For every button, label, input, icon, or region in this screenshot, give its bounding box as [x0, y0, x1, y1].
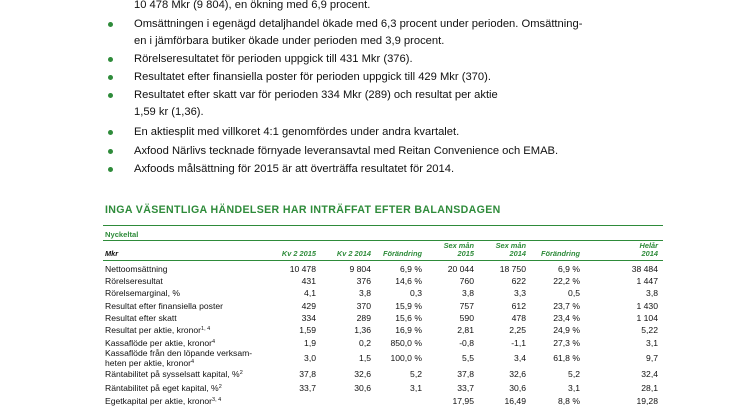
- table-cell: 850,0 %: [390, 338, 422, 348]
- table-cell: 1 104: [636, 313, 658, 323]
- table-cell: 37,8: [457, 369, 474, 379]
- table-cell: 3,0: [304, 353, 316, 363]
- section-heading: INGA VÄSENTLIGA HÄNDELSER HAR INTRÄFFAT EFTER BALANSDAGEN: [105, 204, 501, 216]
- table-cell: 376: [356, 276, 371, 286]
- bullet-text: 1,59 kr (1,36).: [134, 106, 204, 118]
- table-cell: 289: [356, 313, 371, 323]
- table-cell: 61,8 %: [553, 353, 580, 363]
- table-cell: 2,25: [509, 325, 526, 335]
- row-label: Kassaflöde från den löpande verksam- heten per aktie, kronor$^4$: [105, 348, 253, 368]
- column-header: Förändring: [540, 249, 580, 258]
- bullet-text: 10 478 Mkr (9 804), en ökning med 6,9 procent.: [134, 0, 371, 11]
- bullet-text: Omsättningen i egenägd detaljhandel ökade med 6,3 procent under perioden. Omsättning-: [134, 18, 583, 30]
- table-cell: 4,1: [304, 288, 316, 298]
- table-cell: 3,4: [514, 353, 526, 363]
- bullet-text: Rörelseresultatet för perioden uppgick till 431 Mkr (376).: [134, 53, 413, 65]
- bullet-dot: [108, 57, 113, 62]
- column-header-unit: Mkr: [105, 249, 119, 258]
- table-cell: 622: [511, 276, 526, 286]
- table-cell: 17,95: [452, 396, 474, 406]
- table-cell: 14,6 %: [395, 276, 422, 286]
- table-cell: 33,7: [457, 383, 474, 393]
- row-label: Resultat efter finansiella poster: [105, 301, 223, 311]
- column-header: Helår 2014: [639, 241, 658, 258]
- table-cell: 5,5: [462, 353, 474, 363]
- table-cell: 3,1: [410, 383, 422, 393]
- table-cell: 10 478: [289, 264, 316, 274]
- table-cell: 3,8: [462, 288, 474, 298]
- row-label: Rörelsemarginal, %: [105, 288, 180, 298]
- table-cell: 18 750: [499, 264, 526, 274]
- table-cell: 1 447: [636, 276, 658, 286]
- table-cell: 3,1: [646, 338, 658, 348]
- table-cell: 28,1: [641, 383, 658, 393]
- table-cell: 3,8: [646, 288, 658, 298]
- table-cell: 23,4 %: [553, 313, 580, 323]
- table-cell: 429: [301, 301, 316, 311]
- bullet-dot: [108, 149, 113, 154]
- bullet-text: en i jämförbara butiker ökade under perioden med 3,9 procent.: [134, 35, 445, 47]
- table-cell: 1,36: [354, 325, 371, 335]
- table-cell: 0,3: [410, 288, 422, 298]
- column-header: Sex mån 2014: [495, 241, 526, 258]
- bullet-dot: [108, 130, 113, 135]
- table-cell: 760: [459, 276, 474, 286]
- table-cell: 20 044: [447, 264, 474, 274]
- table-cell: 1,5: [359, 353, 371, 363]
- table-cell: 33,7: [299, 383, 316, 393]
- bullet-dot: [108, 93, 113, 98]
- bullet-dot: [108, 22, 113, 27]
- row-label: Resultat efter skatt: [105, 313, 177, 323]
- table-cell: 38 484: [631, 264, 658, 274]
- table-cell: 3,1: [568, 383, 580, 393]
- table-caption: Nyckeltal: [105, 230, 139, 239]
- column-header: Förändring: [382, 249, 422, 258]
- header-rule: [103, 260, 663, 261]
- table-cell: 6,9 %: [400, 264, 422, 274]
- column-header: Sex mån 2015: [443, 241, 474, 258]
- table-cell: 30,6: [509, 383, 526, 393]
- bullet-text: En aktiesplit med villkoret 4:1 genomfördes under andra kvartalet.: [134, 126, 460, 138]
- row-label: Resultat per aktie, kronor$^{1, 4}$: [105, 325, 211, 335]
- table-cell: 6,9 %: [558, 264, 580, 274]
- table-cell: 15,6 %: [395, 313, 422, 323]
- table-cell: 24,9 %: [553, 325, 580, 335]
- table-cell: 431: [301, 276, 316, 286]
- row-label: Nettoomsättning: [105, 264, 168, 274]
- table-cell: 5,2: [568, 369, 580, 379]
- table-cell: 22,2 %: [553, 276, 580, 286]
- table-cell: 32,6: [354, 369, 371, 379]
- bullet-text: Axfoods målsättning för 2015 är att överträffa resultatet för 2014.: [134, 163, 455, 175]
- row-label: Rörelseresultat: [105, 276, 163, 286]
- bullet-text: Axfood Närlivs tecknade förnyade leveransavtal med Reitan Convenience och EMAB.: [134, 145, 559, 157]
- table-cell: 9 804: [349, 264, 371, 274]
- table-cell: -1,1: [511, 338, 526, 348]
- table-cell: 8,8 %: [558, 396, 580, 406]
- table-cell: 1,9: [304, 338, 316, 348]
- table-cell: 2,81: [457, 325, 474, 335]
- table-cell: 0,2: [359, 338, 371, 348]
- table-cell: 370: [356, 301, 371, 311]
- row-label: Kassaflöde per aktie, kronor$^4$: [105, 338, 216, 348]
- row-label: Räntabilitet på eget kapital, %$^2$: [105, 383, 222, 393]
- bullet-dot: [108, 167, 113, 172]
- table-top-rule: [103, 225, 663, 226]
- table-cell: 30,6: [354, 383, 371, 393]
- row-label: Egetkapital per aktie, kronor$^{3, 4}$: [105, 396, 222, 406]
- column-header: Kv 2 2015: [281, 249, 316, 258]
- column-header: Kv 2 2014: [336, 249, 371, 258]
- table-cell: 15,9 %: [395, 301, 422, 311]
- table-cell: 9,7: [646, 353, 658, 363]
- table-cell: 334: [301, 313, 316, 323]
- table-cell: 1 430: [636, 301, 658, 311]
- table-cell: 612: [511, 301, 526, 311]
- table-cell: 23,7 %: [553, 301, 580, 311]
- table-cell: 32,4: [641, 369, 658, 379]
- table-cell: 3,3: [514, 288, 526, 298]
- bullet-text: Resultatet efter skatt var för perioden 334 Mkr (289) och resultat per aktie: [134, 89, 498, 101]
- table-cell: 19,28: [636, 396, 658, 406]
- table-cell: -0,8: [459, 338, 474, 348]
- table-cell: 32,6: [509, 369, 526, 379]
- table-cell: 1,59: [299, 325, 316, 335]
- caption-rule: [103, 240, 663, 241]
- table-cell: 590: [459, 313, 474, 323]
- table-cell: 27,3 %: [553, 338, 580, 348]
- table-cell: 478: [511, 313, 526, 323]
- table-cell: 37,8: [299, 369, 316, 379]
- bullet-text: Resultatet efter finansiella poster för perioden uppgick till 429 Mkr (370).: [134, 71, 491, 83]
- table-cell: 5,2: [410, 369, 422, 379]
- table-cell: 16,9 %: [395, 325, 422, 335]
- bullet-dot: [108, 75, 113, 80]
- table-cell: 0,5: [568, 288, 580, 298]
- table-cell: 3,8: [359, 288, 371, 298]
- table-cell: 5,22: [641, 325, 658, 335]
- table-cell: 100,0 %: [390, 353, 422, 363]
- table-cell: 16,49: [504, 396, 526, 406]
- row-label: Räntabilitet på sysselsatt kapital, %$^2$: [105, 369, 243, 379]
- table-cell: 757: [459, 301, 474, 311]
